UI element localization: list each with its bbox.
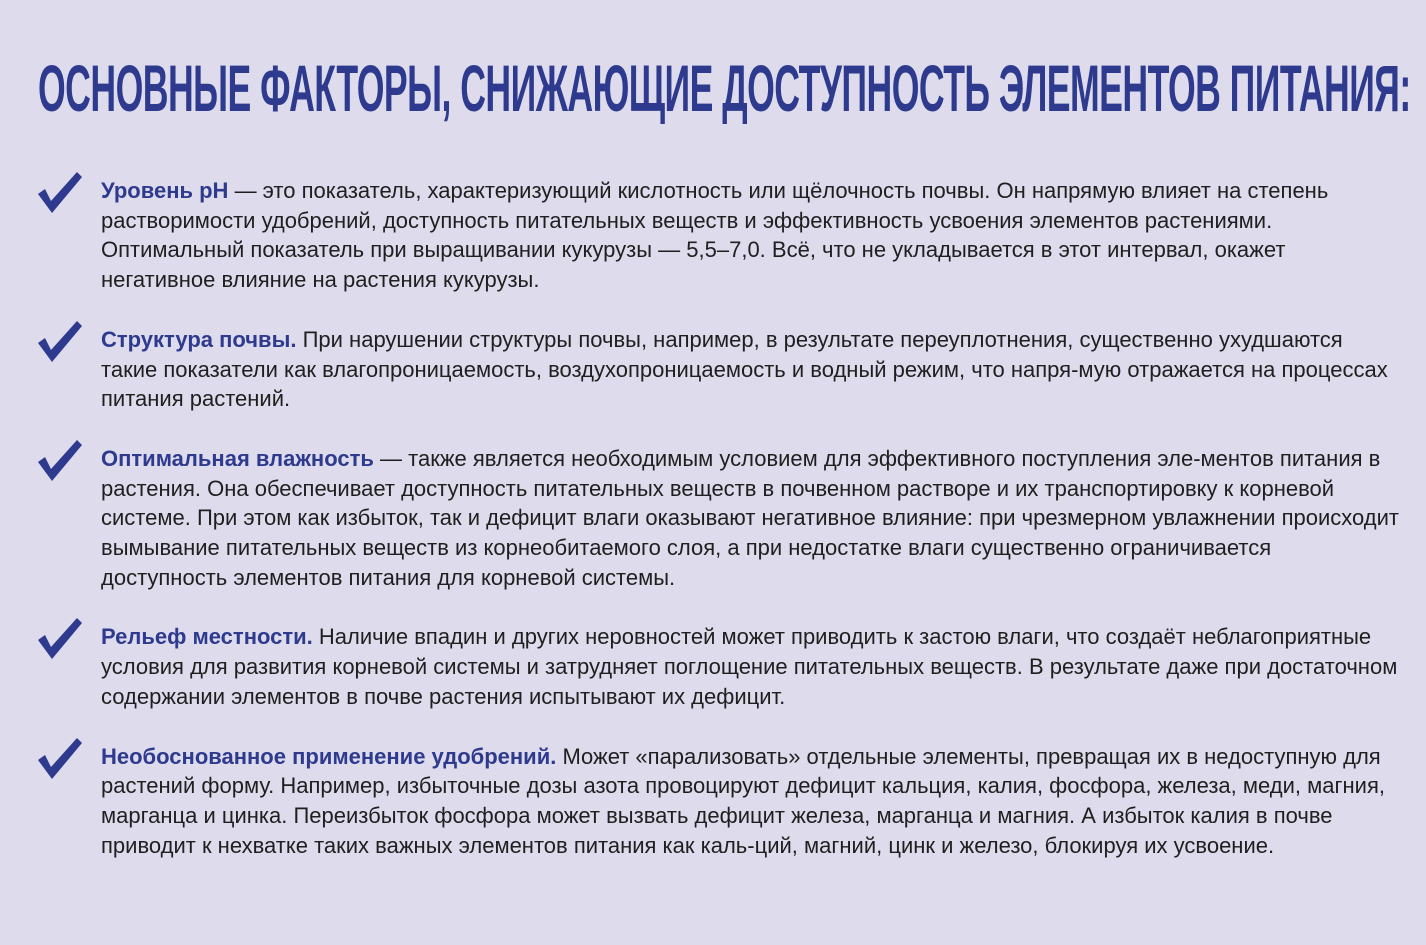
factor-description: Может «парализовать» отдельные элементы, превращая их в недоступную для растений форму. Например, избыточные дозы азота провоцируют дефицит кальция, калия, фосфора, железа, меди, магния, марганца и цинка. Переизбыток фосфора может вызвать дефицит железа, марганца и магния. А избыток калия в почве приводит к нехватке таких важных элементов питания как каль-ций, магний, цинк и железо, блокируя их усвоение. — [101, 743, 1385, 858]
factor-text — [101, 176, 1401, 295]
factor-text — [101, 325, 1401, 414]
factor-heading: Оптимальная влажность — [101, 445, 374, 471]
checkmark-icon — [36, 319, 84, 365]
page-title: ОСНОВНЫЕ ФАКТОРЫ, СНИЖАЮЩИЕ ДОСТУПНОСТЬ ЭЛЕМЕНТОВ ПИТАНИЯ: — [38, 51, 1411, 125]
checkmark-icon — [36, 616, 84, 662]
factor-heading: Структура почвы. — [101, 326, 297, 352]
factors-list — [0, 176, 1426, 890]
factor-item-ph — [0, 176, 1426, 295]
factor-heading: Рельеф местности. — [101, 624, 313, 650]
factor-heading: Уровень pH — [101, 178, 229, 203]
factor-item-moisture — [0, 444, 1426, 593]
factor-description: При нарушении структуры почвы, например, в результате переуплотнения, существенно ухудшаются такие показатели как влагопроницаемость, воздухопроницаемость и водный режим, что напря-мую отражается на процессах питания растений. — [101, 326, 1388, 412]
factor-description: Наличие впадин и других неровностей может приводить к застою влаги, что создаёт неблагоприятные условия для развития корневой системы и затрудняет поглощение питательных веществ. В результате даже при достаточном содержании элементов в почве растения испытывают их дефицит. — [101, 624, 1398, 709]
factor-heading: Необоснованное применение удобрений. — [101, 743, 557, 769]
factor-item-fertilizers — [0, 742, 1426, 861]
checkmark-icon — [36, 736, 84, 782]
factor-text — [101, 444, 1401, 593]
factor-text — [101, 622, 1401, 711]
factor-description: — также является необходимым условием для эффективного поступления эле-ментов питания в растения. Она обеспечивает доступность питательных веществ в почвенном растворе и их транспортировку к корневой системе. При этом как избыток, так и дефицит влаги оказывают негативное влияние: при чрезмерном увлажнении происходит вымывание питательных веществ из корнеобитаемого слоя, а при недостатке влаги существенно ограничивается доступность элементов питания для корневой системы. — [101, 445, 1399, 590]
checkmark-icon — [36, 170, 84, 216]
factor-item-relief — [0, 622, 1426, 711]
factor-item-soil-structure — [0, 325, 1426, 414]
checkmark-icon — [36, 438, 84, 484]
factor-text — [101, 742, 1401, 861]
factor-description: — это показатель, характеризующий кислотность или щёлочность почвы. Он напрямую влияет на степень растворимости удобрений, доступность питательных веществ и эффективность усвоения элементов растениями. Оптимальный показатель при выращивании кукурузы — 5,5–7,0. Всё, что не укладывается в этот интервал, окажет негативное влияние на растения кукурузы. — [101, 178, 1329, 293]
